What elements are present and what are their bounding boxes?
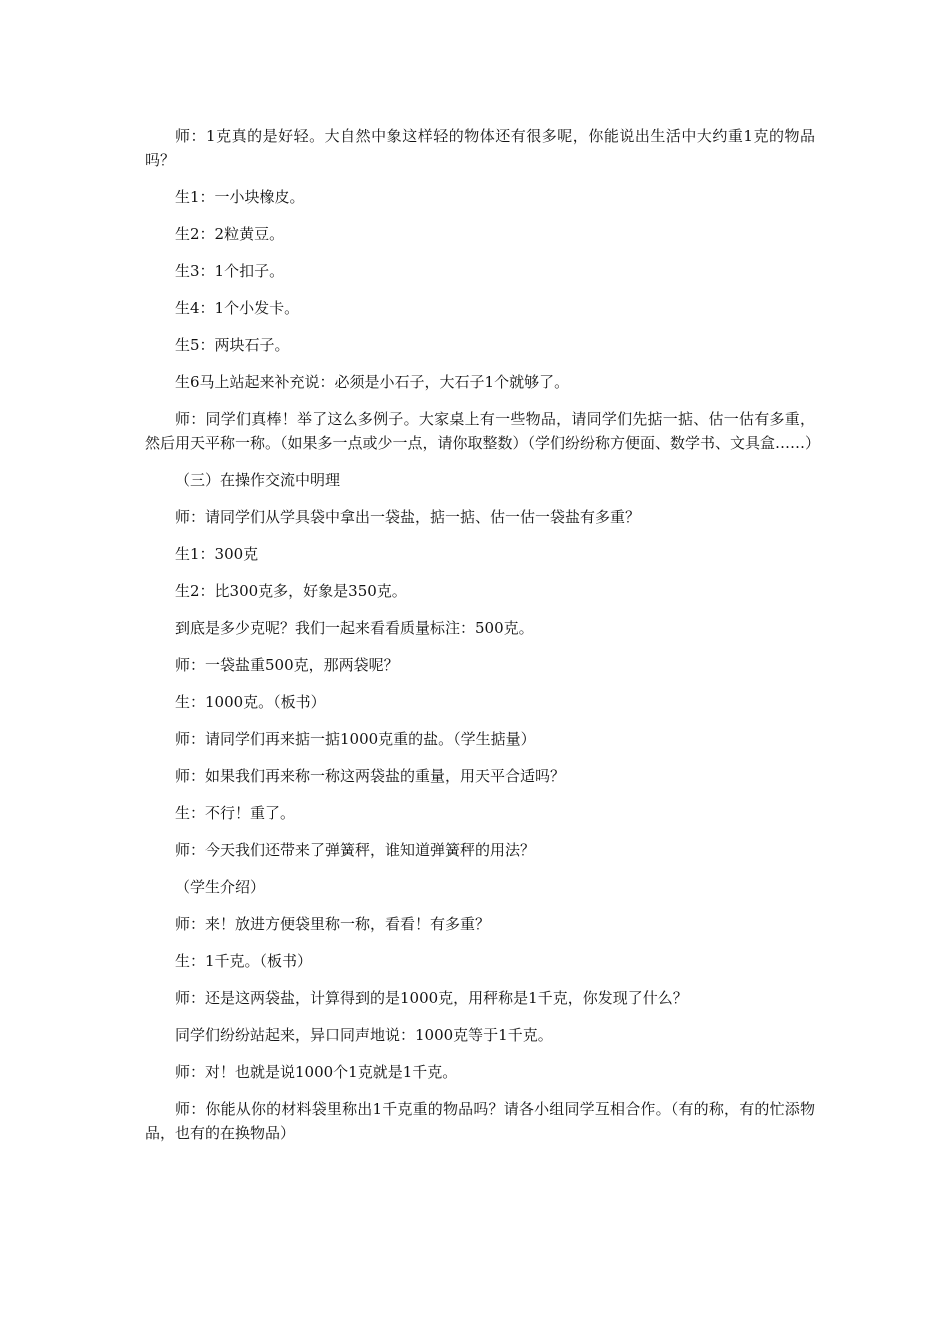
paragraph-20: （学生介绍） [175, 878, 266, 896]
paragraph-25: 师：对！也就是说1000个1克就是1千克。 [175, 1063, 458, 1081]
paragraph-10: 师：请同学们从学具袋中拿出一袋盐，掂一掂、估一估一袋盐有多重？ [175, 508, 641, 526]
paragraph-4: 生3：1个扣子。 [175, 262, 285, 280]
paragraph-23: 师：还是这两袋盐，计算得到的是1000克，用秤称是1千克，你发现了什么？ [175, 989, 688, 1007]
paragraph-14: 师：一袋盐重500克，那两袋呢？ [175, 656, 399, 674]
paragraph-26: 师：你能从你的材料袋里称出1千克重的物品吗？请各小组同学互相合作。（有的称，有的忙添物品，也有的在换物品） [145, 1100, 815, 1142]
document-body [145, 124, 821, 1158]
paragraph-18: 生：不行！重了。 [175, 804, 296, 822]
paragraph-17: 师：如果我们再来称一称这两袋盐的重量，用天平合适吗？ [175, 767, 566, 785]
paragraph-19: 师：今天我们还带来了弹簧秤，谁知道弹簧秤的用法？ [175, 841, 536, 859]
paragraph-3: 生2：2粒黄豆。 [175, 225, 285, 243]
paragraph-1: 师：1克真的是好轻。大自然中象这样轻的物体还有很多呢，你能说出生活中大约重1克的物品吗？ [145, 127, 815, 169]
paragraph-12: 生2：比300克多，好象是350克。 [175, 582, 407, 600]
paragraph-8: 师：同学们真棒！举了这么多例子。大家桌上有一些物品，请同学们先掂一掂、估一估有多重，然后用天平称一称。（如果多一点或少一点，请你取整数）（学们纷纷称方便面、数学书、文具盒……） [145, 410, 821, 452]
paragraph-24: 同学们纷纷站起来，异口同声地说：1000克等于1千克。 [175, 1026, 553, 1044]
paragraph-22: 生：1千克。（板书） [175, 952, 313, 970]
section-heading: （三）在操作交流中明理 [175, 471, 341, 489]
paragraph-7: 生6马上站起来补充说：必须是小石子，大石子1个就够了。 [175, 373, 570, 391]
paragraph-6: 生5：两块石子。 [175, 336, 290, 354]
paragraph-2: 生1：一小块橡皮。 [175, 188, 305, 206]
paragraph-15: 生：1000克。（板书） [175, 693, 326, 711]
paragraph-21: 师：来！放进方便袋里称一称，看看！有多重？ [175, 915, 491, 933]
paragraph-5: 生4：1个小发卡。 [175, 299, 300, 317]
paragraph-11: 生1：300克 [175, 545, 259, 563]
paragraph-16: 师：请同学们再来掂一掂1000克重的盐。（学生掂量） [175, 730, 536, 748]
paragraph-13: 到底是多少克呢？我们一起来看看质量标注：500克。 [175, 619, 534, 637]
